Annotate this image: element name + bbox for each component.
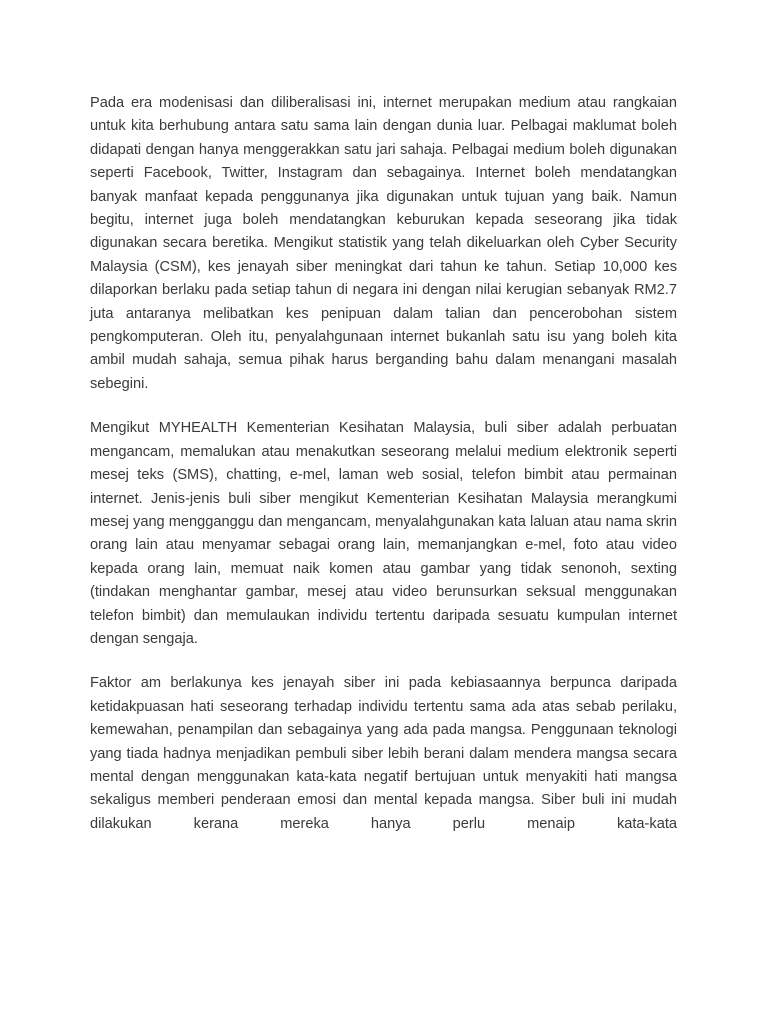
paragraph-causes: Faktor am berlakunya kes jenayah siber ini pada kebiasaannya berpunca daripada ketidakpuasan hati seseorang terhadap individu tertentu sama ada atas sebab perilaku, kemewahan, penampilan dan sebagainya yang ada pada mangsa. Penggunaan teknologi yang tiada hadnya menjadikan pembuli siber lebih berani dalam mendera mangsa secara mental dengan menggunakan kata-kata negatif bertujuan untuk menyakiti hati mangsa sekaligus memberi penderaan emosi dan mental kepada mangsa. Siber buli ini mudah dilakukan kerana mereka hanya perlu menaip kata-kata — [90, 675, 677, 832]
paragraph-cyberbullying-definition: Mengikut MYHEALTH Kementerian Kesihatan Malaysia, buli siber adalah perbuatan mengancam, memalukan atau menakutkan seseorang melalui medium elektronik seperti mesej teks (SMS), chatting, e-mel, laman web sosial, telefon bimbit atau permainan internet. Jenis-jenis buli siber mengikut Kementerian Kesihatan Malaysia merangkumi mesej yang mengganggu dan mengancam, menyalahgunakan kata laluan atau nama skrin orang lain atau menyamar sebagai orang lain, memanjangkan e-mel, foto atau video kepada orang lain, memuat naik komen atau gambar yang tidak senonoh, sexting (tindakan menghantar gambar, mesej atau video berunsurkan seksual menggunakan telefon bimbit) dan memulaukan individu tertentu daripada sesuatu kumpulan internet dengan sengaja. — [90, 420, 677, 647]
document-page — [90, 92, 677, 857]
paragraph-intro: Pada era modenisasi dan diliberalisasi ini, internet merupakan medium atau rangkaian untuk kita berhubung antara satu sama lain dengan dunia luar. Pelbagai maklumat boleh didapati dengan hanya menggerakkan satu jari sahaja. Pelbagai medium boleh digunakan seperti Facebook, Twitter, Instagram dan sebagainya. Internet boleh mendatangkan banyak manfaat kepada penggunanya jika digunakan untuk tujuan yang baik. Namun begitu, internet juga boleh mendatangkan keburukan kepada seseorang jika tidak digunakan secara beretika. Mengikut statistik yang telah dikeluarkan oleh Cyber Security Malaysia (CSM), kes jenayah siber meningkat dari tahun ke tahun. Setiap 10,000 kes dilaporkan berlaku pada setiap tahun di negara ini dengan nilai kerugian sebanyak RM2.7 juta antaranya melibatkan kes penipuan dalam talian dan pencerobohan sistem pengkomputeran. Oleh itu, penyalahgunaan internet bukanlah satu isu yang boleh kita ambil mudah sahaja, semua pihak harus berganding bahu dalam menangani masalah sebegini. — [90, 95, 677, 392]
